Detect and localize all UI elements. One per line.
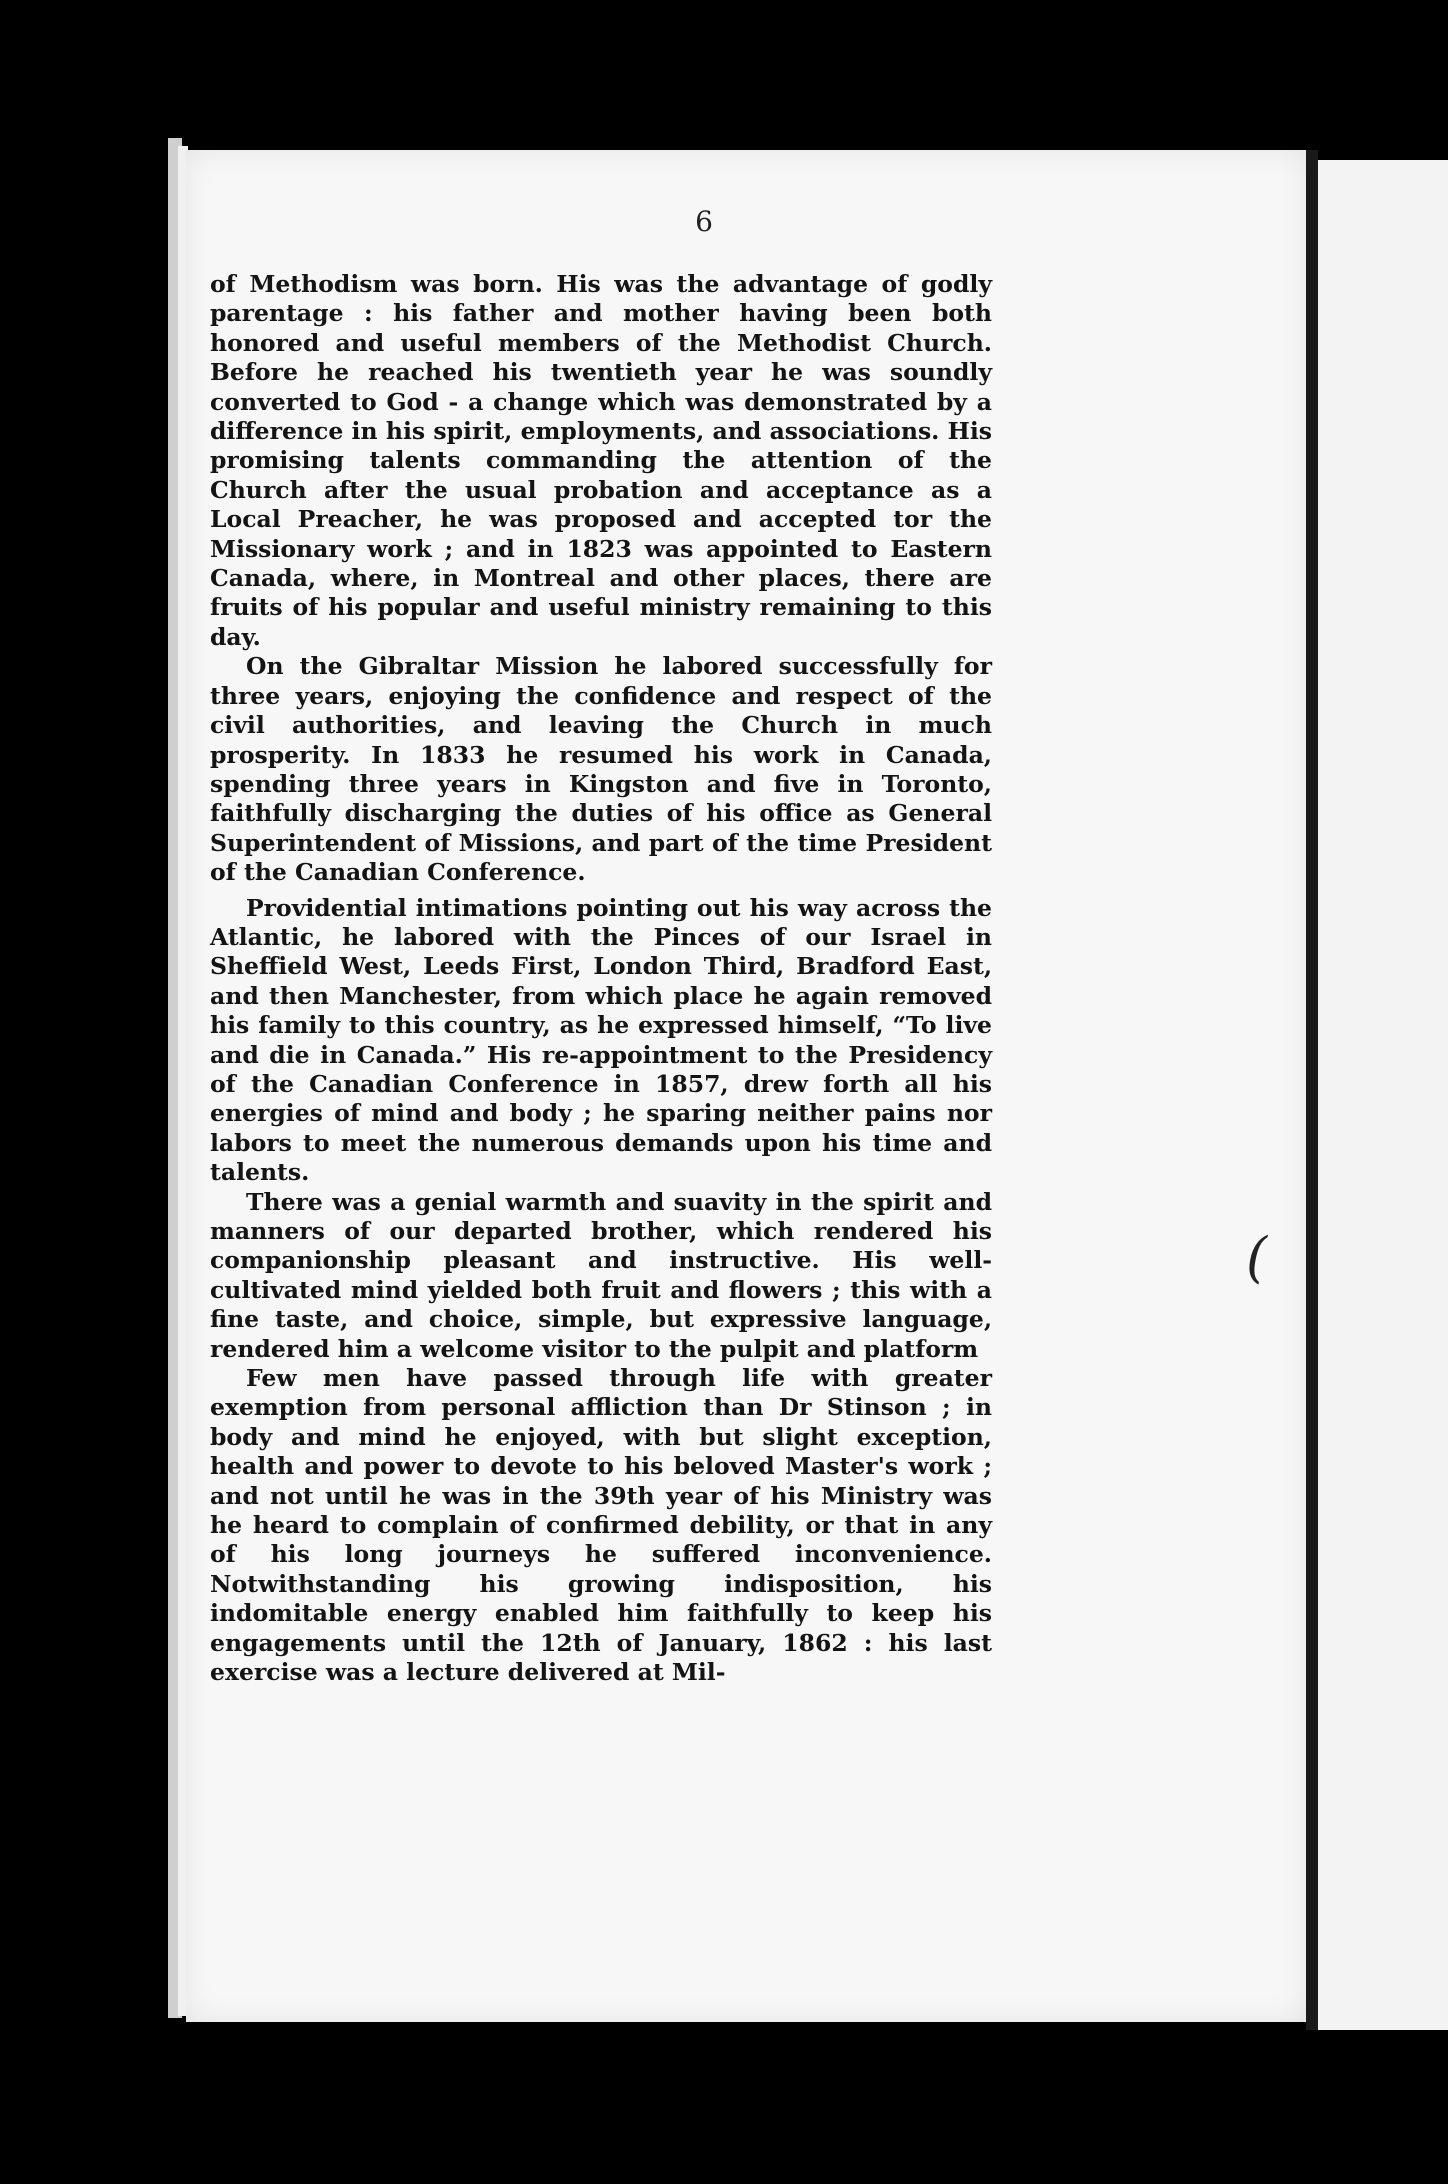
- paragraph-1: of Methodism was born. His was the advantage of godly parentage : his father and mother having been both honored and useful members of the Methodist Church. Before he reached his twentieth year he was soundly converted to God - a change which was demonstrated by a difference in his spirit, employments, and associations. His promising talents commanding the attention of the Church after the usual probation and acceptance as a Local Preacher, he was proposed and accepted tor the Missionary work ; and in 1823 was appointed to Eastern Canada, where, in Montreal and other places, there are fruits of his popular and useful ministry remaining to this day.: [210, 270, 992, 651]
- margin-paren-mark: (: [1246, 1226, 1268, 1289]
- paragraph-3: Providential intimations pointing out his way across the Atlantic, he labored with the Pinces of our Israel in Sheffield West, Leeds First, London Third, Bradford East, and then Manchester, from which place he again removed his family to this country, as he expressed himself, “To live and die in Canada.” His re-appointment to the Presidency of the Canadian Conference in 1857, drew forth all his energies of mind and body ; he sparing neither pains nor labors to meet the numerous demands upon his time and talents.: [210, 893, 992, 1187]
- book-gutter: [1306, 150, 1318, 2030]
- facing-page-edge: [1318, 160, 1448, 2030]
- paragraph-5: Few men have passed through life with greater exemption from personal affliction than Dr Stinson ; in body and mind he enjoyed, with but slight exception, health and power to devote to his beloved Master's work ; and not until he was in the 39th year of his Ministry was he heard to complain of confirmed debility, or that in any of his long journeys he suffered inconvenience. Notwithstanding his growing indisposition, his indomitable energy enabled him faithfully to keep his engagements until the 12th of January, 1862 : his last exercise was a lecture delivered at Mil-: [210, 1364, 992, 1687]
- body-text: [210, 270, 992, 1688]
- paragraph-2: On the Gibraltar Mission he labored successfully for three years, enjoying the confidence and respect of the civil authorities, and leaving the Church in much prosperity. In 1833 he resumed his work in Canada, spending three years in Kingston and five in Toronto, faithfully discharging the duties of his office as General Superintendent of Missions, and part of the time President of the Canadian Conference.: [210, 652, 992, 887]
- page-number: 6: [695, 205, 713, 238]
- paragraph-4: There was a genial warmth and suavity in the spirit and manners of our departed brother, which rendered his companionship pleasant and instructive. His well-cultivated mind yielded both fruit and flowers ; this with a fine taste, and choice, simple, but expressive language, rendered him a welcome visitor to the pulpit and platform: [210, 1187, 992, 1363]
